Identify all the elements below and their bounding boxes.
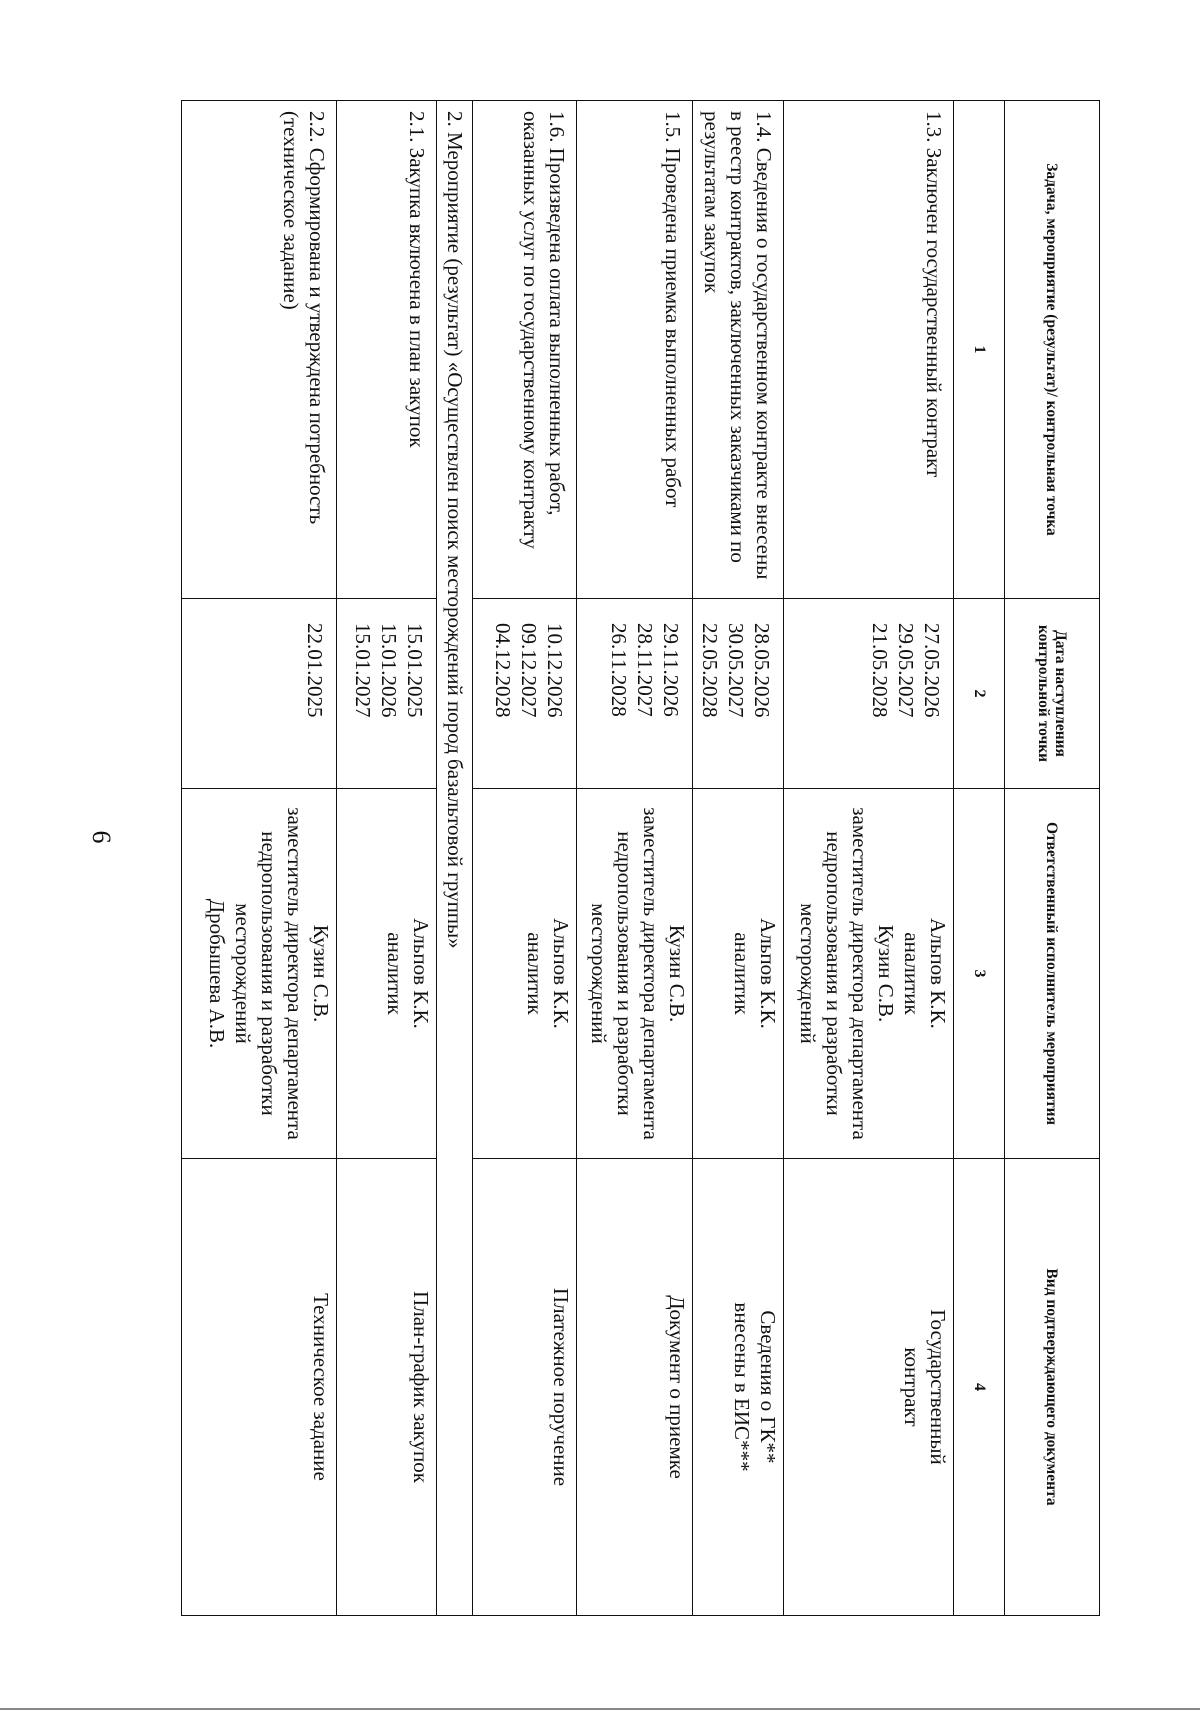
responsible-line: заместитель директора департамента — [848, 807, 872, 1140]
control-points-table — [181, 100, 1100, 1616]
document-cell — [784, 1159, 954, 1616]
document-line: Сведения о ГК** — [756, 1310, 780, 1464]
date: 28.05.2026 — [750, 623, 774, 718]
dates-cell — [473, 599, 577, 789]
table-row — [337, 101, 437, 1616]
date: 10.12.2026 — [543, 623, 567, 718]
table-row — [784, 101, 954, 1616]
header-document: Вид подтверждающего документа — [1005, 1159, 1100, 1616]
section-title: 2. Мероприятие (результат) «Осуществлен поиск месторождений пород базальтовой группы» — [437, 101, 473, 1616]
column-number: 3 — [954, 789, 1005, 1159]
responsible-line: аналитик — [523, 932, 547, 1015]
responsible-line: месторождений — [796, 903, 820, 1044]
date: 28.11.2027 — [633, 623, 657, 717]
document-cell — [182, 1159, 337, 1616]
dates-cell — [693, 599, 784, 789]
date: 22.05.2028 — [698, 623, 722, 718]
column-number: 1 — [954, 101, 1005, 599]
responsible-line: месторождений — [231, 903, 255, 1044]
date: 30.05.2027 — [724, 623, 748, 718]
dates-cell — [337, 599, 437, 789]
responsible-line: Альпов К.К. — [926, 918, 950, 1029]
responsible-cell — [337, 789, 437, 1159]
responsible-line: аналитик — [383, 932, 407, 1015]
document-line: План-график закупок — [409, 1291, 433, 1483]
responsible-line: Дробышева А.В. — [205, 898, 229, 1049]
document-cell — [473, 1159, 577, 1616]
column-number: 2 — [954, 599, 1005, 789]
column-number-row — [954, 101, 1005, 1616]
responsible-cell — [577, 789, 693, 1159]
document-line: Документ о приемке — [665, 1295, 689, 1479]
date: 21.05.2028 — [868, 623, 892, 718]
task-cell: 1.3. Заключен государственный контракт — [784, 101, 954, 599]
date: 04.12.2028 — [491, 623, 515, 718]
responsible-line: Альпов К.К. — [756, 918, 780, 1029]
table-row — [693, 101, 784, 1616]
document-cell — [693, 1159, 784, 1616]
date: 29.11.2026 — [659, 623, 683, 717]
responsible-line: Кузин С.В. — [309, 924, 333, 1023]
document-line: контракт — [900, 1347, 924, 1427]
document-line: Государственный — [926, 1309, 950, 1465]
date: 15.01.2026 — [377, 623, 401, 718]
responsible-line: месторождений — [587, 903, 611, 1044]
table-row — [577, 101, 693, 1616]
section-row — [437, 101, 473, 1616]
dates-cell — [577, 599, 693, 789]
responsible-cell — [784, 789, 954, 1159]
dates-cell — [784, 599, 954, 789]
responsible-line: недропользования и разработки — [613, 831, 637, 1116]
responsible-line: аналитик — [730, 932, 754, 1015]
responsible-line: аналитик — [900, 932, 924, 1015]
responsible-cell — [182, 789, 337, 1159]
date: 15.01.2027 — [351, 623, 375, 718]
document-line: Платежное поручение — [549, 1287, 573, 1487]
document-cell — [337, 1159, 437, 1616]
date: 22.01.2025 — [303, 623, 327, 718]
column-number: 4 — [954, 1159, 1005, 1616]
page-number: 6 — [87, 830, 116, 844]
document-line: внесены в ЕИС*** — [730, 1302, 754, 1472]
table-header-row — [1005, 101, 1100, 1616]
responsible-line: заместитель директора департамента — [283, 807, 307, 1140]
task-cell: 1.6. Произведена оплата выполненных работ, оказанных услуг по государственному контракту — [473, 101, 577, 599]
scan-edge-line — [0, 1708, 1200, 1710]
task-cell: 1.5. Проведена приемка выполненных работ — [577, 101, 693, 599]
header-task: Задача, мероприятие (результат)/ контрольная точка — [1005, 101, 1100, 599]
task-cell: 2.2. Сформирована и утверждена потребность (техническое задание) — [182, 101, 337, 599]
date: 26.11.2028 — [607, 623, 631, 717]
responsible-cell — [473, 789, 577, 1159]
document-cell — [577, 1159, 693, 1616]
task-cell: 2.1. Закупка включена в план закупок — [337, 101, 437, 599]
date: 27.05.2026 — [920, 623, 944, 718]
responsible-line: Кузин С.В. — [874, 924, 898, 1023]
responsible-line: Кузин С.В. — [665, 924, 689, 1023]
header-date: Дата наступления контрольной точки — [1005, 599, 1100, 789]
date: 15.01.2025 — [403, 623, 427, 718]
rotated-table-container — [177, 100, 1100, 1615]
dates-cell — [182, 599, 337, 789]
responsible-line: Альпов К.К. — [409, 918, 433, 1029]
responsible-cell — [693, 789, 784, 1159]
table-row — [182, 101, 337, 1616]
responsible-line: Альпов К.К. — [549, 918, 573, 1029]
date: 29.05.2027 — [894, 623, 918, 718]
table-row — [473, 101, 577, 1616]
header-responsible: Ответственный исполнитель мероприятия — [1005, 789, 1100, 1159]
responsible-line: недропользования и разработки — [257, 831, 281, 1116]
document-line: Техническое задание — [309, 1293, 333, 1481]
responsible-line: недропользования и разработки — [822, 831, 846, 1116]
task-cell: 1.4. Сведения о государственном контракте внесены в реестр контрактов, заключенных заказчиками по результатам закупок — [693, 101, 784, 599]
responsible-line: заместитель директора департамента — [639, 807, 663, 1140]
date: 09.12.2027 — [517, 623, 541, 718]
